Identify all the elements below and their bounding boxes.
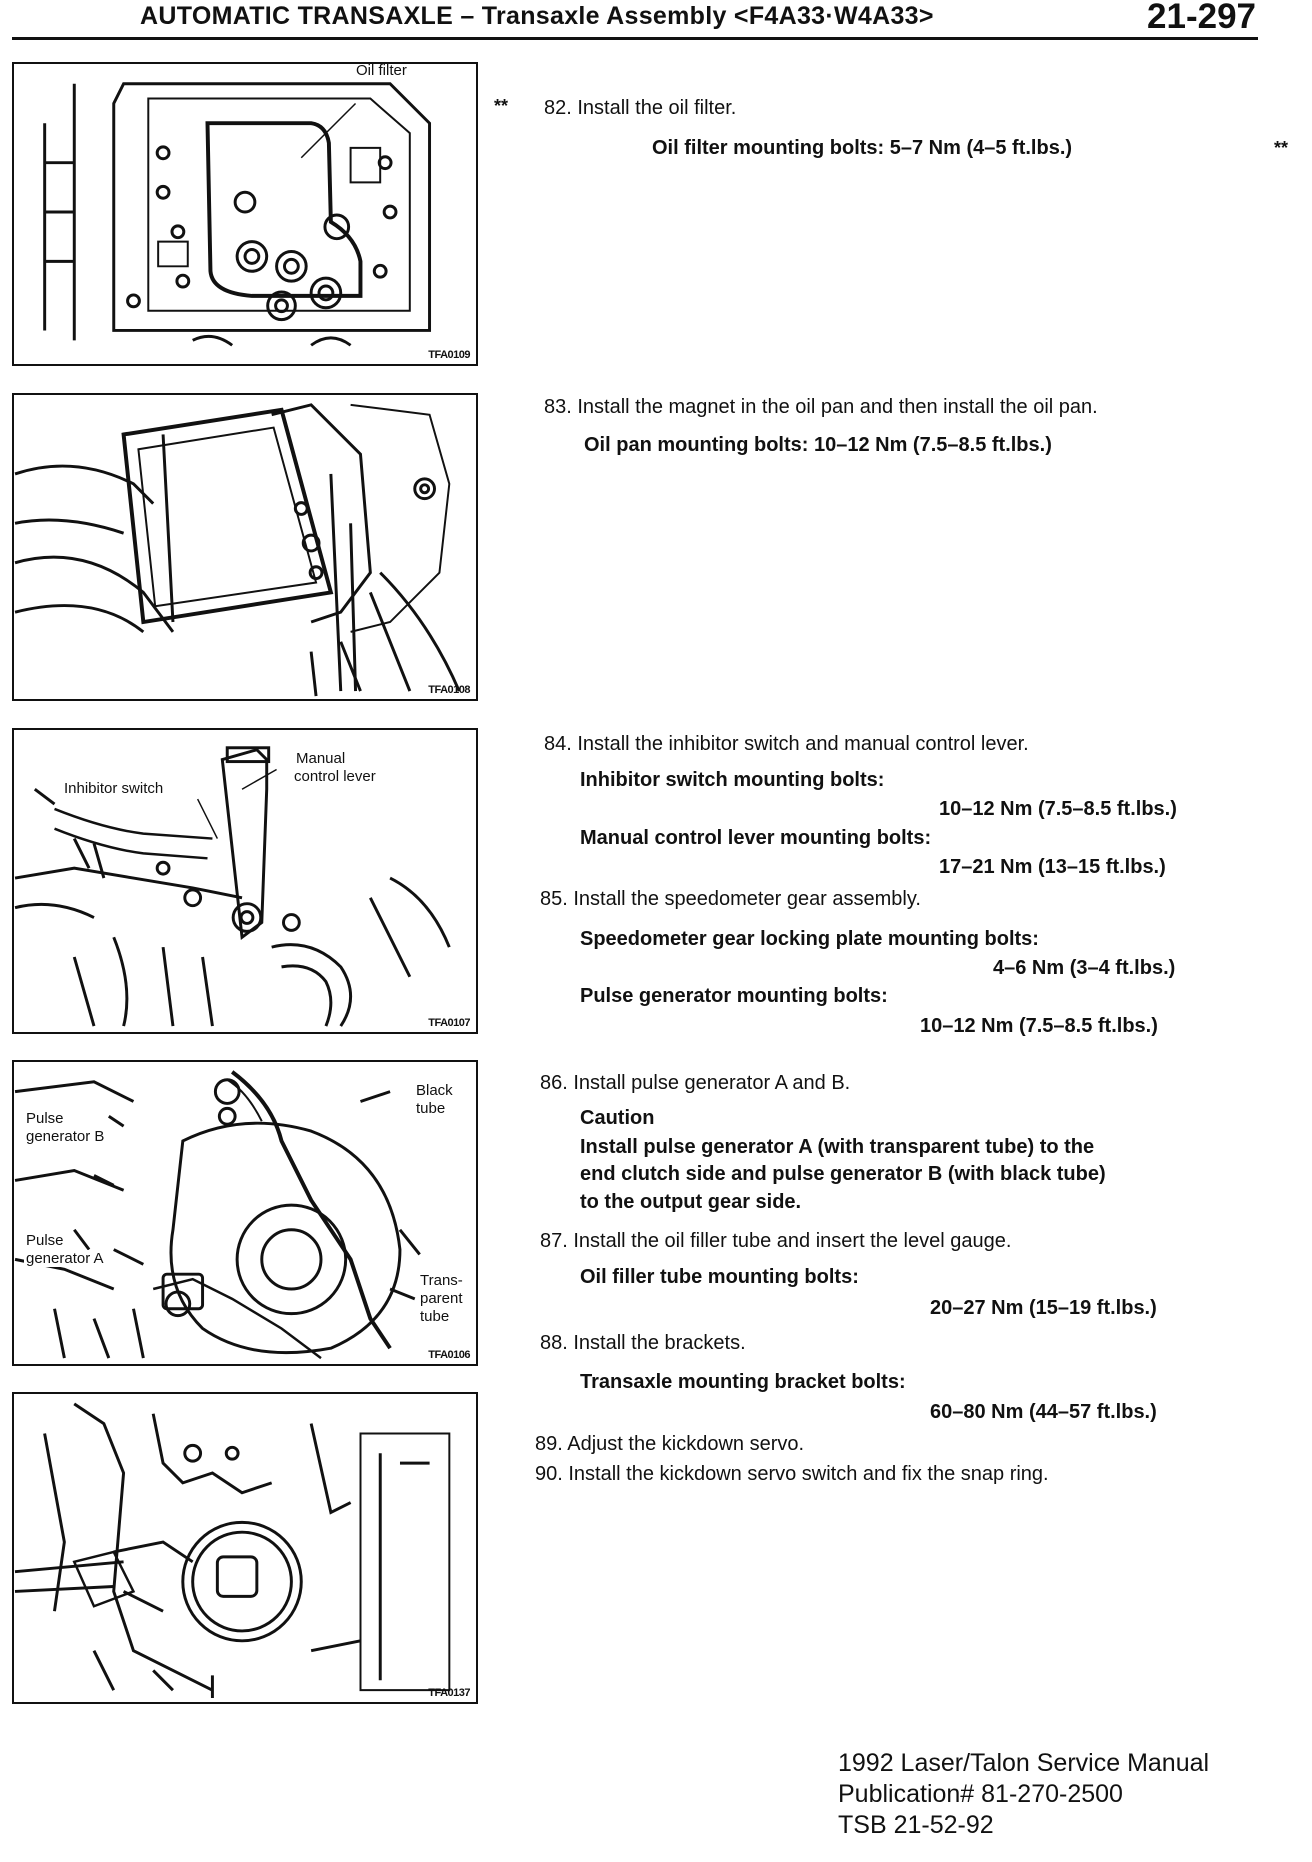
inhibitor-switch-illustration <box>14 730 476 1032</box>
header-title: AUTOMATIC TRANSAXLE – Transaxle Assembly <F4A33·W4A33> <box>140 2 934 30</box>
figure-code: TFA0137 <box>428 1687 470 1699</box>
step-82-spec: Oil filter mounting bolts: 5–7 Nm (4–5 ft.lbs.) <box>652 137 1073 159</box>
figure-code: TFA0109 <box>428 349 470 361</box>
pulse-generator-illustration <box>14 1062 476 1364</box>
page-number: 21-297 <box>1147 0 1256 36</box>
callout-black: Black <box>416 1082 453 1099</box>
step-84-spec2-value: 17–21 Nm (13–15 ft.lbs.) <box>939 856 1166 878</box>
step-89: 89. Adjust the kickdown servo. <box>535 1433 805 1455</box>
oil-pan-illustration <box>14 395 476 699</box>
figure-code: TFA0107 <box>428 1017 470 1029</box>
callout-generator-a: generator A <box>26 1250 104 1267</box>
step-86-caution-line-2: end clutch side and pulse generator B (with black tube) <box>580 1163 1106 1185</box>
step-85-spec2-label: Pulse generator mounting bolts: <box>580 985 888 1007</box>
step-86-caution-line-1: Install pulse generator A (with transparent tube) to the <box>580 1136 1095 1158</box>
step-86-caution-title: Caution <box>580 1107 655 1129</box>
step-86-caution-line-3: to the output gear side. <box>580 1191 802 1213</box>
callout-inhibitor-switch: Inhibitor switch <box>64 780 164 797</box>
footer-publication-number: Publication# 81-270-2500 <box>838 1780 1123 1808</box>
step-85: 85. Install the speedometer gear assembly. <box>540 888 921 910</box>
callout-parent: parent <box>420 1290 463 1307</box>
callout-pulse-b: Pulse <box>26 1110 64 1127</box>
step-90: 90. Install the kickdown servo switch and fix the snap ring. <box>535 1463 1049 1485</box>
callout-pulse-a: Pulse <box>26 1232 64 1249</box>
step-88: 88. Install the brackets. <box>540 1332 746 1354</box>
figure-code: TFA0108 <box>428 684 470 696</box>
step-82-marks-right: ** <box>1274 138 1289 158</box>
callout-tube-2: tube <box>420 1308 450 1325</box>
figure-inhibitor-switch <box>12 728 478 1034</box>
figure-kickdown-servo <box>12 1392 478 1704</box>
step-88-spec-value: 60–80 Nm (44–57 ft.lbs.) <box>930 1401 1157 1423</box>
step-84: 84. Install the inhibitor switch and manual control lever. <box>544 733 1029 755</box>
step-84-spec2-label: Manual control lever mounting bolts: <box>580 827 932 849</box>
kickdown-servo-illustration <box>14 1394 476 1702</box>
figure-pulse-generators <box>12 1060 478 1366</box>
header-rule <box>12 37 1258 40</box>
step-87: 87. Install the oil filler tube and insert the level gauge. <box>540 1230 1012 1252</box>
callout-trans: Trans- <box>420 1272 463 1289</box>
footer-manual-title: 1992 Laser/Talon Service Manual <box>838 1749 1210 1777</box>
callout-tube: tube <box>416 1100 446 1117</box>
step-82: 82. Install the oil filter. <box>544 97 737 119</box>
step-85-spec1-label: Speedometer gear locking plate mounting bolts: <box>580 928 1039 950</box>
callout-manual: Manual <box>296 750 346 767</box>
step-83-spec: Oil pan mounting bolts: 10–12 Nm (7.5–8.5 ft.lbs.) <box>584 434 1052 456</box>
step-83: 83. Install the magnet in the oil pan and then install the oil pan. <box>544 396 1098 418</box>
oil-filter-illustration <box>14 64 476 364</box>
step-85-spec1-value: 4–6 Nm (3–4 ft.lbs.) <box>993 957 1176 979</box>
callout-generator-b: generator B <box>26 1128 105 1145</box>
publication-footer <box>838 1748 1209 1841</box>
step-84-spec1-label: Inhibitor switch mounting bolts: <box>580 769 885 791</box>
callout-oil-filter: Oil filter <box>356 62 407 79</box>
step-86: 86. Install pulse generator A and B. <box>540 1072 851 1094</box>
step-88-spec-label: Transaxle mounting bracket bolts: <box>580 1371 906 1393</box>
footer-tsb-number: TSB 21-52-92 <box>838 1811 994 1839</box>
step-87-spec-value: 20–27 Nm (15–19 ft.lbs.) <box>930 1297 1157 1319</box>
figure-code: TFA0106 <box>428 1349 470 1361</box>
page-header <box>0 0 1312 40</box>
callout-control-lever: control lever <box>294 768 376 785</box>
step-87-spec-label: Oil filler tube mounting bolts: <box>580 1266 859 1288</box>
step-85-spec2-value: 10–12 Nm (7.5–8.5 ft.lbs.) <box>920 1015 1158 1037</box>
figure-oil-pan <box>12 393 478 701</box>
step-84-spec1-value: 10–12 Nm (7.5–8.5 ft.lbs.) <box>939 798 1177 820</box>
step-82-marks-left: ** <box>494 96 509 116</box>
figure-oil-filter <box>12 62 478 366</box>
